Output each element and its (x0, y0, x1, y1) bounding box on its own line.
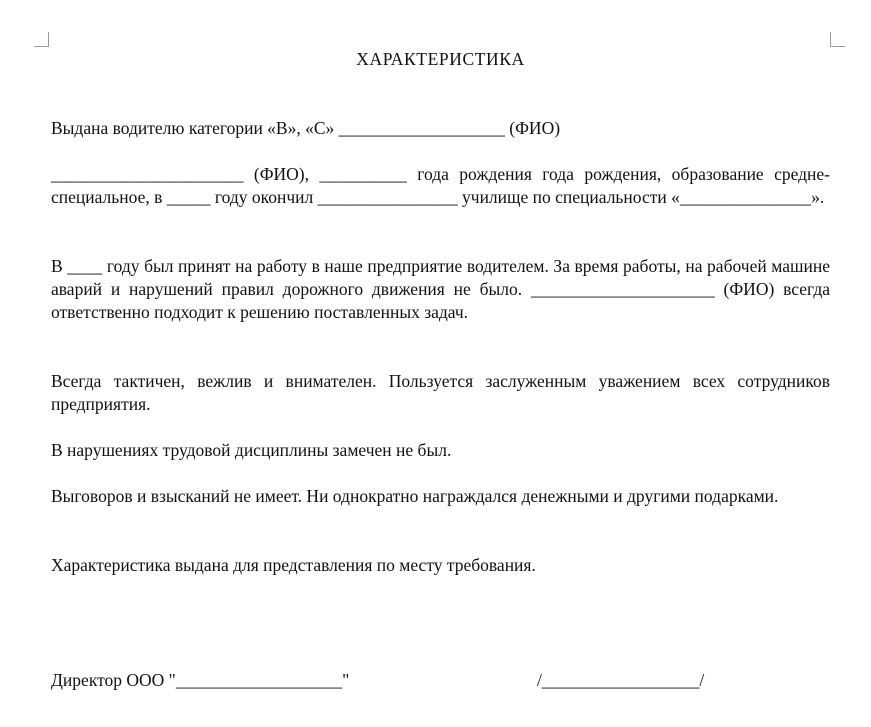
paragraph-tact: Всегда тактичен, вежлив и внимателен. Пользуется заслуженным уважением всех сотрудников предприятия. (51, 371, 830, 414)
paragraph-intro: ______________________ (ФИО), __________ года рождения года рождения, образование средне-специальное, в _____ году окончил ________________ училище по специальности «_______________». (51, 164, 830, 207)
paragraph-hired: В ____ году был принят на работу в наше предприятие водителем. За время работы, на рабочей машине аварий и нарушений правил дорожного движения не было. _____________________ (ФИО) всегда ответственно подходит к решению поставленных задач. (51, 256, 830, 322)
document-title: ХАРАКТЕРИСТИКА (356, 49, 525, 69)
paragraph-grant: Выдана водителю категории «В», «С» ___________________ (ФИО) (51, 118, 561, 138)
director-signature-label: Директор ООО "___________________" (51, 670, 350, 690)
paragraph-discipline: В нарушениях трудовой дисциплины замечен не был. (51, 440, 452, 460)
paragraph-presentation: Характеристика выдана для представления по месту требования. (51, 555, 536, 575)
paragraph-reprimands: Выговоров и взысканий не имеет. Ни однократно награждался денежными и другими подарками. (51, 486, 779, 506)
page-corner-mark-top-right (830, 32, 845, 47)
page-corner-mark-top-left (34, 32, 49, 47)
signature-line: /__________________/ (537, 670, 705, 690)
